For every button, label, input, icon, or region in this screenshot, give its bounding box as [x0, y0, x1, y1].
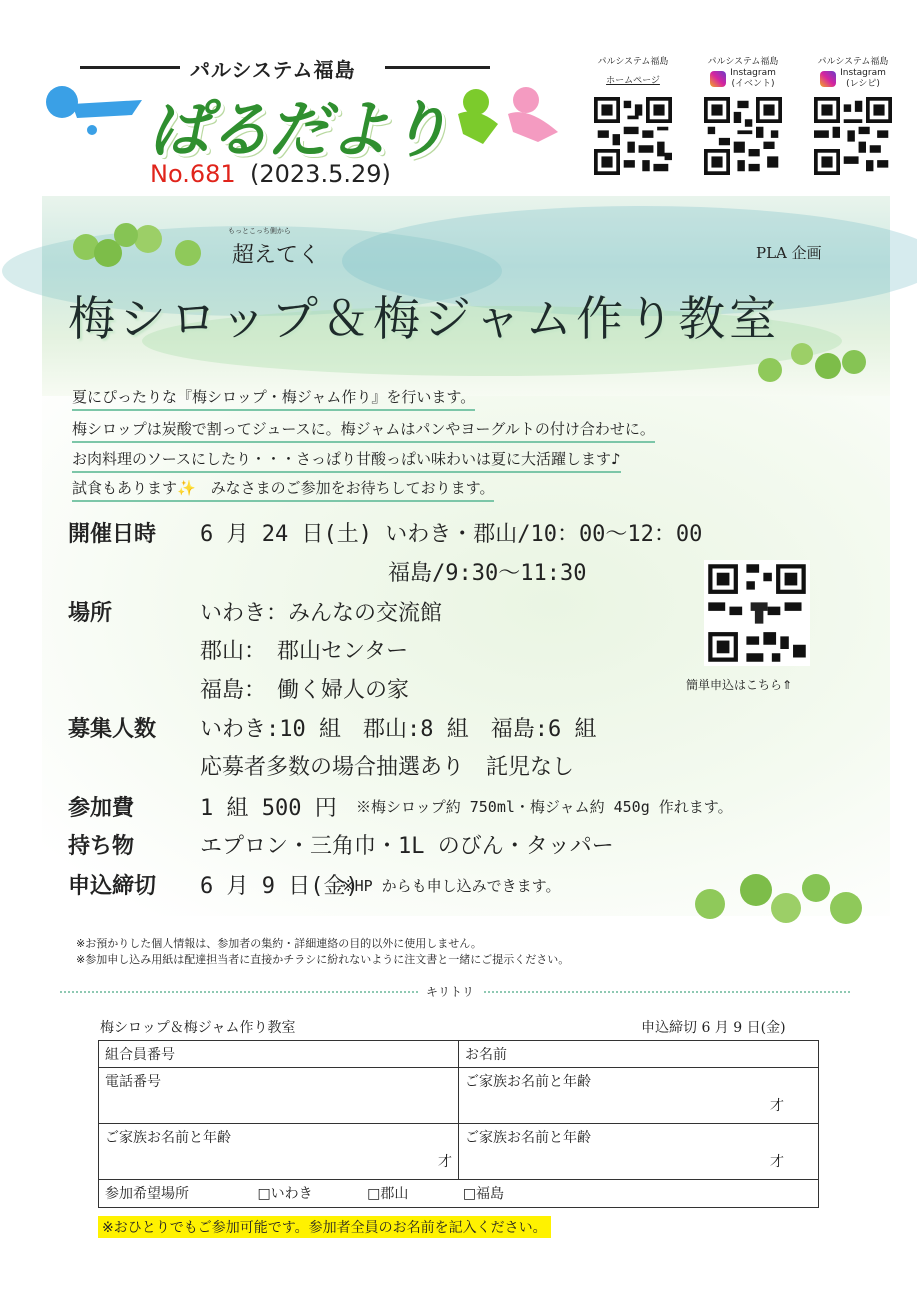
family-name-age-field[interactable] — [99, 1124, 459, 1180]
instagram-icon — [820, 71, 836, 87]
event-title: 梅シロップ＆梅ジャム作り教室 — [68, 292, 781, 347]
header-rule-left — [80, 66, 180, 69]
ume-fruits-icon — [688, 860, 888, 930]
checkbox-iwaki[interactable]: □いわき — [257, 1186, 313, 1202]
member-number-label: 組合員番号 — [105, 1047, 175, 1063]
capacity-value: いわき:10 組 郡山:8 組 福島:6 組 — [200, 717, 597, 742]
instagram-icon — [710, 71, 726, 87]
place-choice-row — [99, 1180, 819, 1208]
capacity-note: 応募者多数の場合抽選あり 託児なし — [200, 755, 575, 780]
cut-label: キリトリ — [418, 983, 482, 1000]
mascot-green-pink-icon — [428, 84, 578, 154]
mascot-blue-icon — [22, 80, 147, 140]
qr-label-line2: Instagram — [840, 68, 886, 78]
date-label: 開催日時 — [68, 521, 157, 547]
header-rule-right — [385, 66, 490, 69]
qr-code-icon — [814, 97, 892, 175]
place-fukushima: 福島： 働く婦人の家 — [200, 678, 410, 703]
submission-notice: ※参加申し込み用紙は配達担当者に直接かチラシに紛れないように注文書と一緒にご提示ください。 — [76, 953, 570, 966]
phone-label: 電話番号 — [105, 1074, 161, 1090]
age-suffix: 才 — [770, 1154, 784, 1170]
qr-label-line1: パルシステム福島 — [817, 57, 889, 67]
fee-label: 参加費 — [68, 795, 135, 821]
phone-field[interactable] — [99, 1068, 459, 1124]
qr-label-line3: (レシピ) — [846, 79, 880, 89]
place-koriyama: 郡山： 郡山センター — [200, 639, 409, 664]
capacity-label: 募集人数 — [68, 716, 157, 742]
qr-label-line3: (イベント) — [731, 79, 775, 89]
intro-line: お肉料理のソースにしたり・・・さっぱり甘酸っぱい味わいは夏に大活躍します♪ — [72, 448, 621, 473]
name-field[interactable] — [459, 1041, 819, 1068]
family-name-age-field[interactable] — [459, 1068, 819, 1124]
member-number-field[interactable] — [99, 1041, 459, 1068]
application-form — [98, 1040, 819, 1208]
deadline-value: 6 月 9 日(金) — [200, 874, 359, 899]
qr-label-line1: パルシステム福島 — [707, 57, 779, 67]
checkbox-koriyama[interactable]: □郡山 — [367, 1186, 409, 1202]
intro-line: 夏にぴったりな『梅シロップ・梅ジャム作り』を行います。 — [72, 386, 475, 411]
family-name-age-label: ご家族お名前と年齢 — [465, 1074, 591, 1090]
pla-label: PLA 企画 — [756, 244, 822, 262]
intro-line: 梅シロップは炭酸で割ってジュースに。梅ジャムはパンやヨーグルトの付け合わせに。 — [72, 418, 655, 443]
bring-value: エプロン・三角巾・1L のびん・タッパー — [200, 834, 614, 859]
date-value: 6 月 24 日(土) いわき・郡山/10：00～12：00 — [200, 522, 703, 547]
title-subtitle: 超えてく — [232, 243, 321, 268]
intro-line: 試食もあります✨ みなさまのご参加をお待ちしております。 — [72, 477, 494, 502]
deadline-label: 申込締切 — [68, 873, 157, 899]
family-name-age-field[interactable] — [459, 1124, 819, 1180]
form-note: ※おひとりでもご参加可能です。参加者全員のお名前を記入ください。 — [98, 1216, 551, 1238]
fee-note: ※梅シロップ約 750ml・梅ジャム約 450g 作れます。 — [356, 798, 733, 816]
org-name: パルシステム福島 — [190, 58, 356, 82]
date-value-fukushima: 福島/9:30～11:30 — [388, 561, 587, 586]
issue-number: No.681 — [150, 160, 236, 188]
name-label: お名前 — [465, 1047, 507, 1063]
issue-date: (2023.5.29) — [250, 160, 391, 188]
qr-code-icon — [704, 97, 782, 175]
ume-fruits-icon — [68, 215, 228, 275]
qr-label-line2: Instagram — [730, 68, 776, 78]
qr-code-icon — [704, 560, 810, 666]
form-title: 梅シロップ＆梅ジャム作り教室 — [100, 1020, 296, 1036]
qr-label-line2: ホームページ — [606, 76, 660, 86]
age-suffix: 才 — [770, 1098, 784, 1114]
fee-value: 1 組 500 円 — [200, 796, 337, 821]
qr-instagram-event[interactable] — [698, 57, 788, 179]
title-sub-small: もっとこっち側から — [228, 227, 291, 235]
apply-qr-caption: 簡単申込はこちら⇑ — [686, 678, 793, 692]
place-iwaki: いわき：みんなの交流館 — [200, 601, 443, 626]
family-name-age-label: ご家族お名前と年齢 — [105, 1130, 231, 1146]
qr-label-line1: パルシステム福島 — [597, 57, 669, 67]
family-name-age-label: ご家族お名前と年齢 — [465, 1130, 591, 1146]
qr-code-icon — [594, 97, 672, 175]
checkbox-fukushima[interactable]: □福島 — [462, 1186, 505, 1202]
deadline-note: ※HP からも申し込みできます。 — [342, 877, 561, 895]
apply-qr-code[interactable] — [704, 560, 810, 666]
place-label: 場所 — [68, 600, 113, 626]
privacy-notice: ※お預かりした個人情報は、参加者の集約・詳細連絡の目的以外に使用しません。 — [76, 937, 482, 950]
qr-homepage[interactable] — [588, 57, 678, 179]
form-deadline: 申込締切 6 月 9 日(金) — [641, 1020, 786, 1036]
qr-instagram-recipe[interactable] — [808, 57, 898, 179]
age-suffix: 才 — [438, 1154, 452, 1170]
place-choice-label: 参加希望場所 — [105, 1186, 189, 1202]
bring-label: 持ち物 — [68, 833, 135, 859]
masthead-title: ぱるだより — [148, 93, 449, 166]
